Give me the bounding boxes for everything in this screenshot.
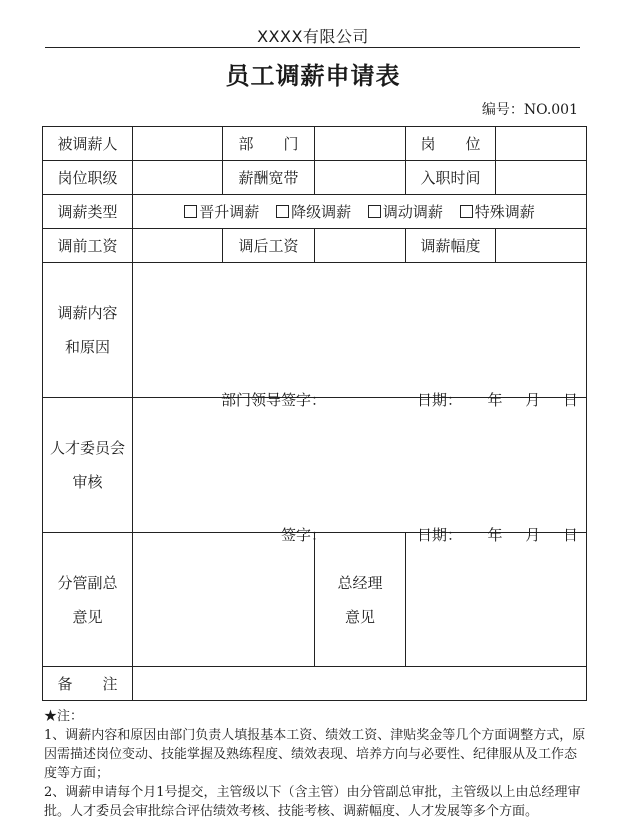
form-row <box>43 533 587 667</box>
checkbox-icon[interactable] <box>184 205 197 218</box>
company-name: XXXX有限公司 <box>257 27 369 46</box>
notes-section <box>44 707 589 821</box>
date-ymd: 年 月 日 <box>487 391 578 409</box>
adjustment-rate-label: 调薪幅度 <box>406 229 496 263</box>
adjustment-type-label: 调薪类型 <box>43 195 133 229</box>
salary-after-field[interactable] <box>315 229 406 263</box>
department-field[interactable] <box>315 127 406 161</box>
option-special[interactable] <box>460 201 535 222</box>
salary-adjustment-form <box>42 126 587 701</box>
hire-date-label: 入职时间 <box>406 161 496 195</box>
note-item: 1、调薪内容和原因由部门负责人填报基本工资、绩效工资、津贴奖金等几个方面调整方式，原因需描述岗位变动、技能掌握及熟练程度、绩效表现、培养方向与必要性、纪律服从及工作态度等方面； <box>44 728 586 781</box>
checkbox-icon[interactable] <box>368 205 381 218</box>
gm-opinion-label-line: 总经理 <box>337 573 383 592</box>
note-item: 2、调薪申请每个月1号提交，主管级以下（含主管）由分管副总审批，主管级以上由总经理审批。人才委员会审批综合评估绩效考核、技能考核、调薪幅度、人才发展等多个方面。 <box>44 785 581 819</box>
checkbox-icon[interactable] <box>276 205 289 218</box>
date-label: 日期： <box>416 526 462 544</box>
form-row <box>43 229 587 263</box>
vp-opinion-label-line: 意见 <box>72 607 103 626</box>
form-row <box>43 161 587 195</box>
form-number-label: 编号： <box>481 102 524 118</box>
vp-opinion-label-line: 分管副总 <box>57 573 118 592</box>
position-label: 岗 位 <box>406 127 496 161</box>
reason-label <box>43 263 133 398</box>
committee-label-line: 审核 <box>72 473 103 491</box>
gm-opinion-label <box>315 533 406 667</box>
form-row <box>43 127 587 161</box>
date-label: 日期： <box>416 391 462 409</box>
pay-band-field[interactable] <box>315 161 406 195</box>
hire-date-field[interactable] <box>496 161 587 195</box>
leader-signature-label: 部门领导签字： <box>220 391 326 409</box>
option-label: 晋升调薪 <box>199 203 260 221</box>
salary-before-label: 调前工资 <box>43 229 133 263</box>
form-row <box>43 667 587 701</box>
remark-label: 备 注 <box>43 667 133 701</box>
position-field[interactable] <box>496 127 587 161</box>
remark-field[interactable] <box>133 667 587 701</box>
pay-band-label: 薪酬宽带 <box>223 161 315 195</box>
vp-opinion-label <box>43 533 133 667</box>
gm-opinion-label-line: 意见 <box>344 607 375 626</box>
option-label: 特殊调薪 <box>474 203 535 221</box>
checkbox-icon[interactable] <box>460 205 473 218</box>
form-number <box>482 99 578 119</box>
committee-field[interactable] <box>133 398 587 544</box>
salary-before-field[interactable] <box>133 229 223 263</box>
adjustment-type-options <box>133 195 587 229</box>
option-transfer[interactable] <box>368 201 443 222</box>
vp-opinion-field[interactable] <box>133 533 315 667</box>
committee-label-line: 人才委员会 <box>49 439 125 457</box>
reason-label-line: 调薪内容 <box>57 304 118 322</box>
form-number-value: NO.001 <box>523 102 578 118</box>
signature-label: 签字： <box>280 526 326 544</box>
form-row <box>43 398 587 533</box>
employee-label: 被调薪人 <box>43 127 133 161</box>
option-label: 降级调薪 <box>291 203 352 221</box>
option-demotion[interactable] <box>276 201 351 222</box>
reason-field[interactable] <box>133 263 587 409</box>
option-promotion[interactable] <box>184 201 259 222</box>
form-row <box>43 263 587 398</box>
option-label: 调动调薪 <box>382 203 443 221</box>
gm-opinion-field[interactable] <box>406 533 587 667</box>
form-title: 员工调薪申请表 <box>225 61 401 90</box>
employee-field[interactable] <box>133 127 223 161</box>
department-label: 部 门 <box>223 127 315 161</box>
date-ymd: 年 月 日 <box>487 526 578 544</box>
reason-label-line: 和原因 <box>64 338 110 356</box>
notes-heading: ★注： <box>44 709 84 724</box>
salary-after-label: 调后工资 <box>223 229 315 263</box>
committee-label <box>43 398 133 533</box>
grade-field[interactable] <box>133 161 223 195</box>
grade-label: 岗位职级 <box>43 161 133 195</box>
form-row <box>43 195 587 229</box>
header-divider <box>45 47 580 48</box>
adjustment-rate-field[interactable] <box>496 229 587 263</box>
